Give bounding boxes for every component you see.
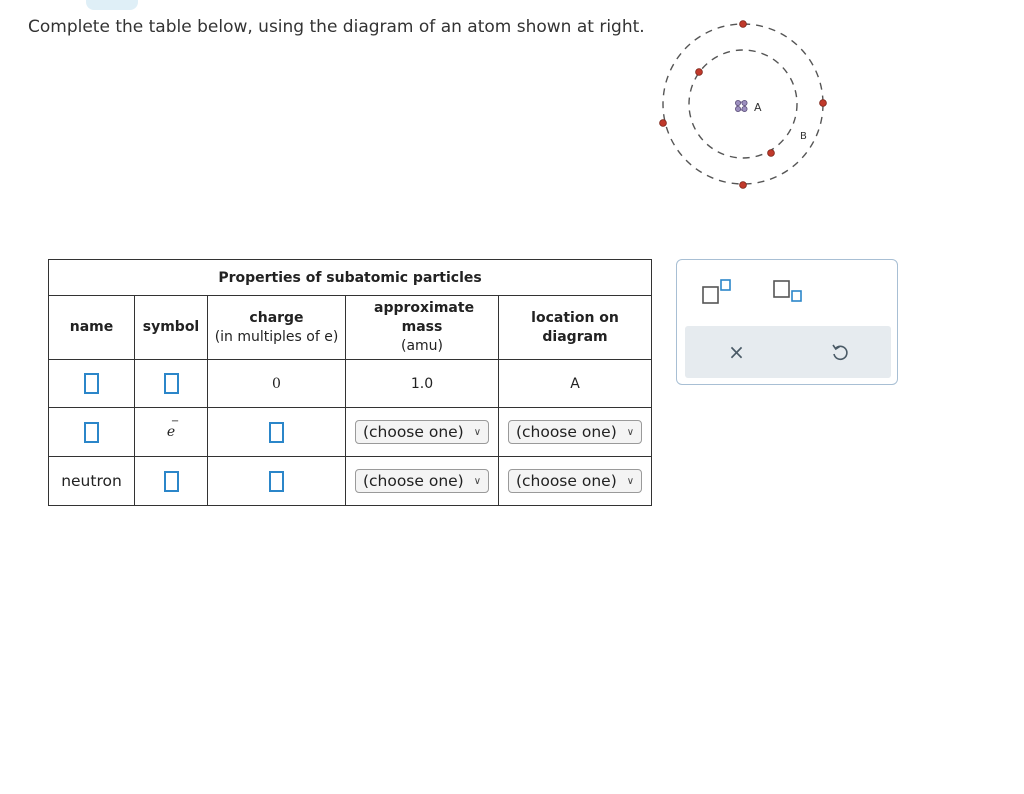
superscript-icon[interactable]: [701, 278, 735, 306]
label-b: B: [800, 131, 807, 142]
subscript-icon[interactable]: [772, 278, 806, 306]
header-mass-sub: (amu): [400, 337, 443, 354]
instructions-text: Complete the table below, using the diagram of an atom shown at right.: [28, 17, 645, 37]
undo-icon: [830, 342, 850, 362]
label-a: A: [754, 101, 762, 114]
location-cell: [499, 457, 652, 506]
mass-cell: [346, 457, 499, 506]
mass-value: 1.0: [346, 360, 499, 408]
location-select-label: (choose one): [515, 472, 617, 490]
symbol-input[interactable]: [164, 373, 179, 394]
electron: [768, 150, 775, 157]
symbol-cell: [135, 360, 208, 408]
electron: [740, 21, 747, 28]
charge-input[interactable]: [269, 422, 284, 443]
electron-symbol: e −: [166, 416, 180, 440]
header-mass: [346, 296, 499, 360]
symbol-input[interactable]: [164, 471, 179, 492]
header-charge-label: charge: [249, 309, 304, 326]
answer-toolbox: [676, 259, 898, 385]
header-charge: [208, 296, 346, 360]
table-row: [49, 360, 652, 408]
undo-button[interactable]: [788, 326, 891, 378]
location-select[interactable]: [508, 469, 642, 493]
toolbox-action-bar: [685, 326, 891, 378]
electron: [820, 100, 827, 107]
name-cell: [49, 360, 135, 408]
name-cell: [49, 408, 135, 457]
location-select[interactable]: [508, 420, 642, 444]
header-row: [49, 296, 652, 360]
mass-select-label: (choose one): [362, 472, 464, 490]
header-location-label: location on diagram: [531, 309, 619, 345]
nucleus: [735, 100, 747, 111]
chevron-down-icon: ∨: [473, 475, 482, 487]
location-select-label: (choose one): [515, 423, 617, 441]
particles-table: [48, 259, 652, 506]
electron: [740, 182, 747, 189]
charge-input[interactable]: [269, 471, 284, 492]
top-tab[interactable]: [86, 0, 138, 10]
table-row: [49, 457, 652, 506]
charge-cell: [208, 408, 346, 457]
mass-cell: [346, 408, 499, 457]
name-input[interactable]: [84, 422, 99, 443]
chevron-down-icon: ∨: [626, 475, 635, 487]
charge-value: 0: [208, 360, 346, 408]
header-charge-sub: (in multiples of e): [214, 328, 339, 345]
charge-cell: [208, 457, 346, 506]
chevron-down-icon: ∨: [473, 426, 482, 438]
atom-diagram: [652, 14, 838, 198]
table-row: [49, 408, 652, 457]
mass-select-label: (choose one): [362, 423, 464, 441]
name-value: neutron: [49, 457, 135, 506]
header-name: name: [49, 296, 135, 360]
symbol-cell: [135, 408, 208, 457]
location-cell: [499, 408, 652, 457]
table-caption: Properties of subatomic particles: [49, 260, 652, 296]
close-icon: ×: [728, 340, 745, 364]
electron: [660, 120, 667, 127]
name-input[interactable]: [84, 373, 99, 394]
mass-select[interactable]: [355, 420, 489, 444]
location-value: A: [499, 360, 652, 408]
clear-button[interactable]: [685, 326, 788, 378]
symbol-cell: [135, 457, 208, 506]
chevron-down-icon: ∨: [626, 426, 635, 438]
mass-select[interactable]: [355, 469, 489, 493]
header-location: [499, 296, 652, 360]
electron: [696, 69, 703, 76]
header-symbol: symbol: [135, 296, 208, 360]
header-mass-label: approximate mass: [374, 300, 475, 336]
